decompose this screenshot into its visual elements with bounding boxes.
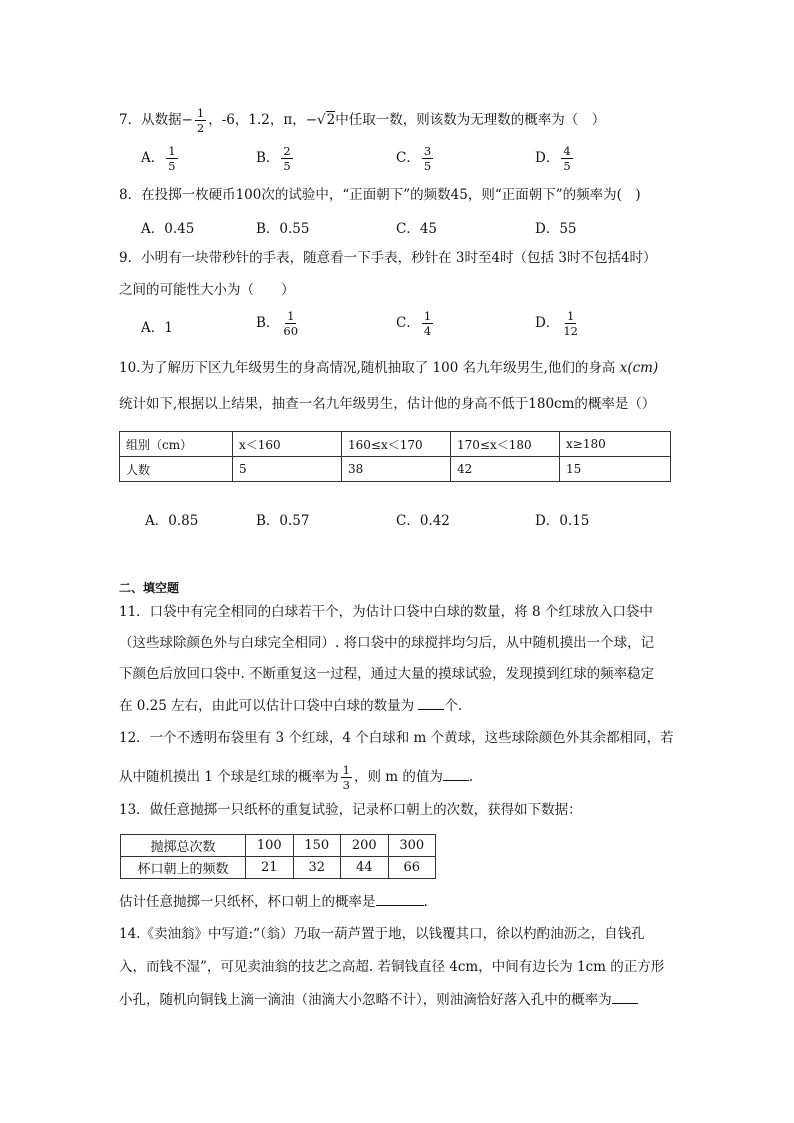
q7-stem: 7．从数据− $\frac{1}{2}$ ，-6，1.2，π，−√2中任取一数，则该数为无理数的概率为（ ） [119,106,606,135]
q10-stem-line2: 统计如下,根据以上结果，抽查一名九年级男生，估计他的身高不低于180cm的概率是（） [119,396,656,412]
table-cell: 21 [246,857,294,879]
q12-line2: 从中随机摸出 1 个球是红球的概率为 $\frac{1}{3}$ ，则 m 的值为 . [119,763,474,792]
q7-suffix: 中任取一数，则该数为无理数的概率为（ ） [335,112,606,128]
q10-option-c[interactable]: C．0.42 [396,513,450,529]
q11-line2: （这些球除颜色外与白球完全相同）. 将口袋中的球搅拌均匀后，从中随机摸出一个球，记 [119,635,655,651]
table-cell: 42 [451,457,560,482]
q7-prefix: 7．从数据 [119,112,182,128]
table-cell: 66 [388,857,436,879]
q11-answer-blank[interactable] [418,697,444,710]
q8-option-a[interactable]: A．0.45 [141,221,195,237]
q7-sqrt: 2 [326,112,336,128]
q9-option-c[interactable]: C． $\frac{1}{4}$ [396,309,432,338]
table-cell: 170≤x＜180 [451,432,560,457]
table-cell: 150 [293,835,341,857]
q8-option-d[interactable]: D．55 [535,221,577,237]
q7-fraction: $\frac{1}{2}$ [196,106,205,135]
table-cell: x≥180 [560,432,671,457]
q10-height-table [119,431,671,482]
q8-stem: 8．在投掷一枚硬币100次的试验中，“正面朝下”的频数45，则“正面朝下”的频率为( ) [119,187,641,203]
q9-option-b[interactable]: B． $\frac{1}{60}$ [256,309,299,338]
q7-list: ，-6，1.2，π， [208,112,306,128]
table-row [121,835,436,857]
q12-fraction: $\frac{1}{3}$ [342,763,350,792]
q10-option-d[interactable]: D．0.15 [535,513,590,529]
table-cell: 100 [246,835,294,857]
q9-option-d[interactable]: D． $\frac{1}{12}$ [535,309,578,338]
q14-line2: 入，而钱不湿”，可见卖油翁的技艺之高超. 若铜钱直径 4cm，中间有边长为 1cm 的正方形 [119,959,665,975]
q13-cup-table [120,834,436,879]
q14-line3: 小孔，随机向铜钱上滴一滴油（油滴大小忽略不计），则油滴恰好落入孔中的概率为 [119,991,638,1009]
q14-answer-blank[interactable] [612,991,638,1004]
table-cell: 38 [342,457,451,482]
q7-option-c[interactable]: C． $\frac{3}{5}$ [396,144,432,173]
table-cell: 15 [560,457,671,482]
q9-stem-line1: 9．小明有一块带秒针的手表，随意看一下手表，秒针在 3时至4时（包括 3时不包括4时） [119,250,657,266]
table-row [121,857,436,879]
q10-option-b[interactable]: B．0.57 [256,513,310,529]
table-cell: 人数 [120,457,233,482]
q8-option-b[interactable]: B．0.55 [256,221,310,237]
table-cell: 44 [341,857,389,879]
q14-line1: 14.《卖油翁》中写道:“（翁）乃取一葫芦置于地，以钱覆其口，徐以杓酌油沥之，自钱孔 [119,926,645,942]
q11-line3: 下颜色后放回口袋中. 不断重复这一过程，通过大量的摸球试验，发现摸到红球的频率稳定 [119,666,655,682]
table-cell: 300 [388,835,436,857]
section-heading-fill-in: 二、填空题 [119,581,180,595]
table-cell: 160≤x＜170 [342,432,451,457]
q10-variable: x(cm) [619,360,659,376]
table-row [120,432,671,457]
table-cell: x＜160 [233,432,342,457]
q11-line4: 在 0.25 左右，由此可以估计口袋中白球的数量为 个. [119,698,463,714]
q8-option-c[interactable]: C．45 [396,221,438,237]
table-cell: 杯口朝上的频数 [121,857,246,879]
table-cell: 组别（cm） [120,432,233,457]
q9-stem-line2: 之间的可能性大小为（ ） [119,282,295,298]
q7-option-a[interactable]: A． $\frac{1}{5}$ [141,144,176,173]
q13-after: 估计任意抛掷一只纸杯，杯口朝上的概率是 . [119,894,428,910]
q7-option-d[interactable]: D． $\frac{4}{5}$ [535,144,571,173]
q7-option-b[interactable]: B． $\frac{2}{5}$ [256,144,291,173]
q10-option-a[interactable]: A．0.85 [145,513,199,529]
q13-answer-blank[interactable] [376,893,424,906]
q9-option-a[interactable]: A．1 [141,320,173,336]
q11-line1: 11．口袋中有完全相同的白球若干个，为估计口袋中白球的数量，将 8 个红球放入口袋中 [119,604,653,620]
table-cell: 200 [341,835,389,857]
q13-stem: 13．做任意抛掷一只纸杯的重复试验，记录杯口朝上的次数，获得如下数据： [119,802,582,818]
q10-stem-line1: 10.为了解历下区九年级男生的身高情况,随机抽取了 100 名九年级男生,他们的身高 x(cm) [119,360,659,376]
q12-line1: 12．一个不透明布袋里有 3 个红球，4 个白球和 m 个黄球，这些球除颜色外其余都相同，若 [119,730,674,746]
q12-answer-blank[interactable] [443,768,469,781]
table-cell: 32 [293,857,341,879]
table-cell: 5 [233,457,342,482]
table-cell: 抛掷总次数 [121,835,246,857]
table-row [120,457,671,482]
